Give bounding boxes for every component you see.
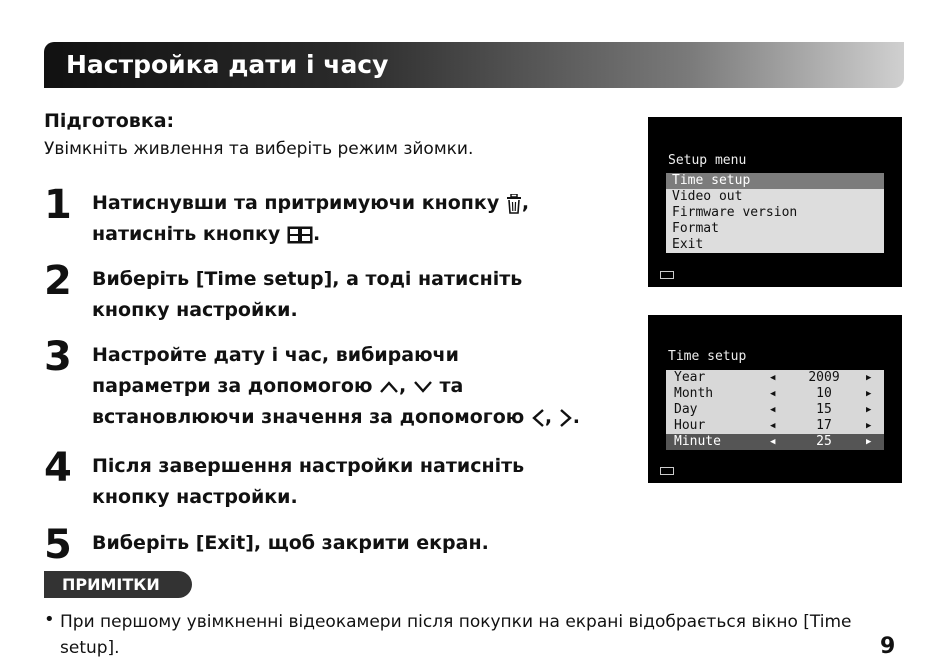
arrow-right-icon: ▶ (866, 389, 872, 399)
time-row-day[interactable]: Day ◀ 15 ▶ (674, 402, 872, 417)
menu-item-format[interactable]: Format (672, 221, 719, 236)
time-row-hour[interactable]: Hour ◀ 17 ▶ (674, 418, 872, 433)
trash-icon (506, 194, 522, 214)
arrow-left-icon: ◀ (770, 373, 776, 383)
screen-title: Time setup (668, 349, 747, 364)
setup-menu-screen (648, 117, 902, 287)
chevron-up-icon (379, 380, 399, 394)
time-row-month[interactable]: Month ◀ 10 ▶ (674, 386, 872, 401)
arrow-left-icon: ◀ (770, 437, 776, 447)
preparation-label: Підготовка: (44, 110, 175, 132)
menu-item-exit[interactable]: Exit (672, 237, 704, 252)
step-number: 4 (44, 445, 72, 491)
notes-badge: ПРИМІТКИ (44, 571, 192, 598)
setup-menu-list (666, 173, 884, 253)
playback-mode-icon (287, 226, 313, 244)
chevron-left-icon (531, 408, 545, 428)
arrow-left-icon: ◀ (770, 421, 776, 431)
arrow-right-icon: ▶ (866, 421, 872, 431)
arrow-left-icon: ◀ (770, 389, 776, 399)
step-number: 5 (44, 522, 72, 568)
arrow-right-icon: ▶ (866, 437, 872, 447)
time-setup-list (666, 370, 884, 450)
preparation-text: Увімкніть живлення та виберіть режим зйомки. (44, 139, 474, 159)
arrow-left-icon: ◀ (770, 405, 776, 415)
step-number: 1 (44, 182, 72, 228)
chevron-down-icon (413, 380, 433, 394)
time-row-minute[interactable]: Minute ◀ 25 ▶ (666, 434, 884, 450)
arrow-right-icon: ▶ (866, 405, 872, 415)
chevron-right-icon (559, 408, 573, 428)
page-title: Настройка дати і часу (66, 50, 389, 79)
time-row-year[interactable]: Year ◀ 2009 ▶ (674, 370, 872, 385)
step-number: 3 (44, 334, 72, 380)
section-banner (44, 42, 904, 88)
battery-icon (660, 271, 674, 279)
page-number: 9 (880, 634, 896, 659)
screen-title: Setup menu (668, 153, 747, 168)
note-text: При першому увімкненні відеокамери після покупки на екрані відобрається вікно [Time setup]. (60, 612, 852, 658)
arrow-right-icon: ▶ (866, 373, 872, 383)
battery-icon (660, 467, 674, 475)
step-number: 2 (44, 258, 72, 304)
menu-item-firmware-version[interactable]: Firmware version (672, 205, 798, 220)
menu-item-video-out[interactable]: Video out (672, 189, 743, 204)
note-bullet: • (44, 609, 55, 630)
time-setup-screen (648, 315, 902, 483)
menu-item-time-setup[interactable]: Time setup (666, 173, 884, 189)
